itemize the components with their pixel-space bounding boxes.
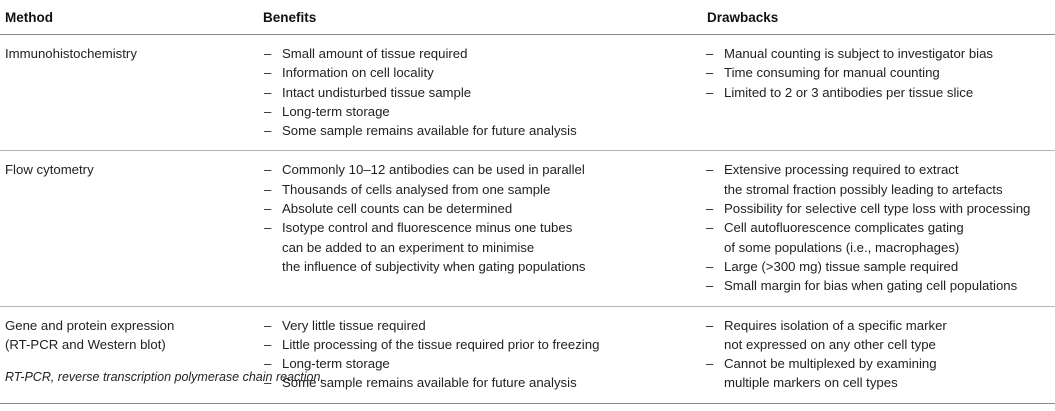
list-item (706, 160, 1055, 199)
table-row (0, 151, 1055, 306)
drawbacks-list (706, 44, 1055, 102)
item-text: – Commonly 10–12 antibodies can be used in parallel (282, 162, 585, 178)
list-item (706, 276, 1055, 295)
list-item (706, 44, 1055, 63)
item-text: – Limited to 2 or 3 antibodies per tissue slice (724, 84, 974, 100)
method-cell (0, 306, 258, 403)
item-text-continued: not expressed on any other cell type (724, 336, 936, 352)
drawbacks-list (706, 160, 1055, 295)
item-text-continued: the stromal fraction possibly leading to artefacts (724, 181, 1003, 197)
item-text: – Long-term storage (282, 356, 390, 372)
drawbacks-cell (702, 35, 1055, 151)
list-item (264, 102, 702, 121)
list-item (264, 373, 702, 392)
method-cell (0, 35, 258, 151)
item-text: – Very little tissue required (282, 317, 426, 333)
item-text-continued: of some populations (i.e., macrophages) (724, 239, 960, 255)
list-item (264, 335, 702, 354)
method-line: Immunohistochemistry (5, 46, 137, 61)
list-item (264, 83, 702, 102)
item-text: – Intact undisturbed tissue sample (282, 84, 472, 100)
list-item (264, 180, 702, 199)
item-text: – Little processing of the tissue required prior to freezing (282, 336, 600, 352)
item-text: – Small margin for bias when gating cell populations (724, 278, 1018, 294)
table-row (0, 35, 1055, 151)
item-text: – Some sample remains available for future analysis (282, 375, 577, 391)
header-drawbacks: Drawbacks (702, 0, 1055, 35)
list-item (706, 199, 1055, 218)
item-text-continued: can be added to an experiment to minimise (282, 239, 535, 255)
list-item (706, 63, 1055, 82)
benefits-list (264, 316, 702, 393)
list-item (264, 160, 702, 179)
item-text: – Absolute cell counts can be determined (282, 201, 513, 217)
item-text: – Thousands of cells analysed from one sample (282, 181, 551, 197)
item-text: – Requires isolation of a specific marker (724, 317, 947, 333)
item-text: – Cell autofluorescence complicates gating (724, 220, 964, 236)
benefits-cell (258, 35, 702, 151)
list-item (264, 218, 702, 276)
header-method: Method (0, 0, 258, 35)
list-item (706, 83, 1055, 102)
item-text-continued: multiple markers on cell types (724, 375, 898, 391)
method-cell (0, 151, 258, 306)
list-item (264, 44, 702, 63)
list-item (264, 199, 702, 218)
item-text: – Large (>300 mg) tissue sample required (724, 258, 959, 274)
item-text: – Long-term storage (282, 103, 390, 119)
list-item (706, 257, 1055, 276)
item-text: – Information on cell locality (282, 65, 434, 81)
table-row (0, 306, 1055, 403)
header-benefits: Benefits (258, 0, 702, 35)
item-text: – Cannot be multiplexed by examining (724, 356, 937, 372)
benefits-cell (258, 151, 702, 306)
item-text: – Manual counting is subject to investigator bias (724, 46, 994, 61)
drawbacks-cell (702, 306, 1055, 403)
list-item (264, 63, 702, 82)
item-text: – Extensive processing required to extract (724, 162, 959, 178)
list-item (706, 354, 1055, 393)
drawbacks-cell (702, 151, 1055, 306)
list-item (706, 218, 1055, 257)
item-text: – Isotype control and fluorescence minus one tubes (282, 220, 573, 236)
list-item (706, 316, 1055, 355)
benefits-list (264, 44, 702, 140)
item-text: – Some sample remains available for future analysis (282, 123, 577, 139)
method-line: Gene and protein expression (5, 317, 175, 333)
list-item (264, 316, 702, 335)
item-text: – Small amount of tissue required (282, 46, 468, 61)
header-row (0, 0, 1055, 35)
method-line: Flow cytometry (5, 162, 94, 178)
method-line: (RT-PCR and Western blot) (5, 336, 166, 352)
benefits-cell (258, 306, 702, 403)
list-item (264, 354, 702, 373)
table-footnote: RT-PCR, reverse transcription polymerase chain reaction. (5, 370, 324, 384)
item-text: – Time consuming for manual counting (724, 65, 940, 81)
list-item (264, 121, 702, 140)
drawbacks-list (706, 316, 1055, 393)
item-text: – Possibility for selective cell type loss with processing (724, 201, 1031, 217)
item-text-continued: the influence of subjectivity when gating populations (282, 258, 586, 274)
benefits-list (264, 160, 702, 276)
